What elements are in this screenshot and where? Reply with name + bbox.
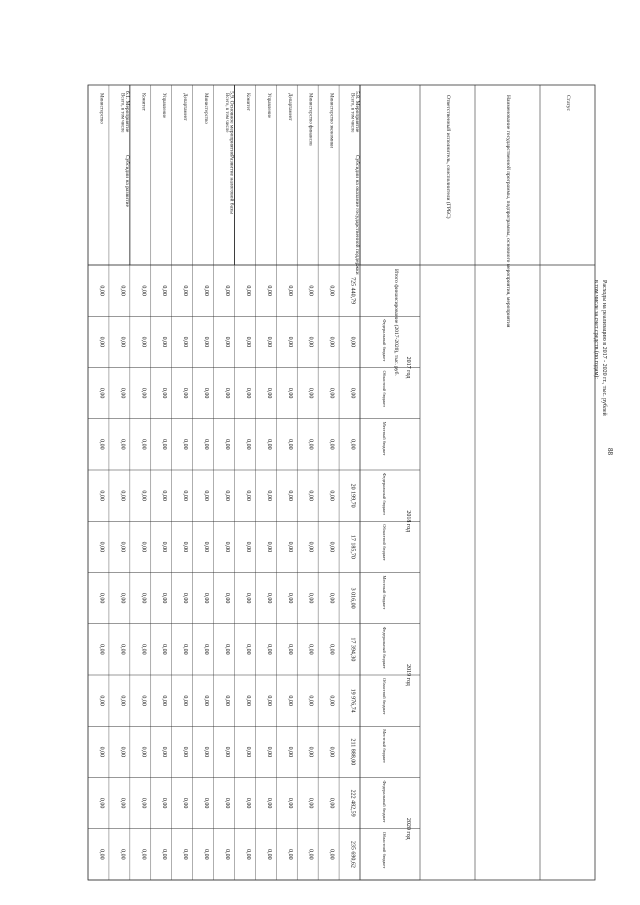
table-cell-value: 0,00: [286, 336, 293, 348]
funding-source-label: Федеральный бюджет: [382, 626, 387, 669]
table-cell-value: 0,00: [161, 541, 168, 553]
table-cell-value: 0,00: [203, 849, 210, 860]
table-cell-value: 0,00: [140, 849, 147, 860]
table-cell-value: 0,00: [98, 439, 105, 450]
table-cell-value: 0,00: [224, 336, 230, 348]
table-cell-value: 0,00: [265, 439, 272, 450]
table-cell-value: 0,00: [328, 746, 335, 758]
table-cell-value: 0,00: [119, 490, 126, 501]
table-cell-value: 0,00: [203, 797, 210, 809]
table-cell-value: 0,00: [244, 439, 251, 450]
funding-source-label: Областной бюджет: [382, 678, 387, 715]
table-cell-value: 0,00: [328, 797, 335, 809]
row-executor-label: Всего, в том числе: [349, 93, 355, 133]
table-cell-value: 0,00: [224, 541, 230, 553]
table-cell-value: 0,00: [182, 387, 189, 399]
table-cell-value: 0,00: [286, 849, 293, 860]
table-cell-value: 0,00: [286, 541, 293, 553]
funding-source-label: Местный бюджет: [382, 575, 387, 610]
table-cell-value: 0,00: [182, 336, 189, 348]
table-cell-value: 0,00: [244, 849, 251, 860]
row-executor-label: Департамент: [182, 93, 188, 121]
table-cell-value: 0,00: [98, 336, 105, 348]
table-cell-value: 0,00: [224, 644, 230, 655]
table-cell-value: 0,00: [140, 285, 147, 296]
table-cell-value: 0,00: [203, 592, 210, 604]
table-cell-value: 0,00: [182, 592, 189, 604]
table-cell-value: 0,00: [265, 336, 272, 348]
table-cell-value: 0,00: [161, 592, 168, 604]
funding-source-label: Областной бюджет: [382, 831, 387, 869]
funding-source-label: Федеральный бюджет: [382, 319, 387, 362]
table-cell-value: 0,00: [182, 541, 189, 553]
row-status-label: 5.9. Основное мероприятие: [228, 91, 235, 156]
table-cell-value: 0,00: [203, 695, 210, 706]
table-cell-value: 0,00: [98, 490, 105, 501]
year-header-label: 2017 год: [405, 356, 411, 379]
table-cell-value: 0,00: [307, 849, 314, 860]
table-cell-value: 0,00: [161, 746, 168, 758]
table-cell-value: 0,00: [286, 285, 293, 296]
table-cell-value: 0,00: [244, 797, 251, 809]
table-cell-value: 0,00: [224, 387, 230, 399]
row-executor-label: Департамент: [286, 93, 292, 121]
table-cell-value: 0,00: [328, 695, 335, 706]
table-cell-value: 0,00: [244, 285, 251, 296]
table-cell-value: 0,00: [328, 439, 335, 450]
page-number: 88: [606, 448, 614, 455]
funding-source-label: Федеральный бюджет: [382, 473, 387, 516]
table-cell-value: 0,00: [203, 285, 210, 296]
funding-source-label: Местный бюджет: [382, 729, 387, 763]
table-cell-value: 0,00: [286, 644, 293, 655]
table-cell-value: 0,00: [119, 387, 126, 399]
table-cell-value: 0,00: [98, 541, 105, 553]
table-cell-value: 0,00: [98, 849, 105, 860]
row-program-label: Развитие налоговой базы: [228, 155, 235, 214]
table-cell-value: 0,00: [119, 336, 126, 348]
table-cell-value: 0,00: [286, 490, 293, 501]
table-cell-value: 0,00: [244, 387, 251, 399]
table-cell-value: 3 016,00: [349, 587, 356, 609]
year-header-label: 2019 год: [405, 664, 411, 686]
table-cell-value: 0,00: [328, 644, 335, 655]
table-cell-value: 0,00: [119, 695, 126, 706]
caption-line-1: Расходы на реализацию в 2017 - 2020 гг., тыс. рублей: [601, 280, 607, 416]
table-cell-value: 0,00: [119, 541, 126, 553]
table-cell-value: 0,00: [349, 439, 356, 450]
table-cell-value: 0,00: [203, 439, 210, 450]
table-cell-value: 0,00: [161, 336, 168, 348]
table-cell-value: 0,00: [161, 387, 168, 399]
table-cell-value: 0,00: [244, 336, 251, 348]
table-cell-value: 0,00: [265, 849, 272, 860]
table-cell-value: 0,00: [307, 592, 314, 604]
table-cell-value: 0,00: [307, 695, 314, 706]
table-cell-value: 0,00: [161, 439, 168, 450]
table-cell-value: 0,00: [265, 541, 272, 553]
row-executor-label: Министерство: [203, 93, 209, 124]
caption-line-2: в том числе за счет средств (по годам):: [593, 280, 599, 379]
table-cell-value: 0,00: [140, 490, 147, 501]
table-cell-value: 17 394,30: [349, 637, 356, 662]
table-cell-value: 0,00: [286, 439, 293, 450]
table-cell-value: 0,00: [203, 746, 210, 758]
row-executor-label: Министерство экономики: [328, 93, 334, 148]
table-cell-value: 725 440,79: [349, 277, 356, 305]
table-cell-value: 0,00: [182, 797, 189, 809]
funding-source-label: Областной бюджет: [382, 524, 387, 561]
table-cell-value: 0,00: [328, 387, 335, 399]
row-program-label: Субсидии на оказание государственной поддержки: [354, 155, 360, 275]
table-cell-value: 0,00: [328, 336, 335, 348]
table-cell-value: 19 976,74: [349, 688, 356, 713]
table-cell-value: 0,00: [119, 746, 126, 758]
table-cell-value: 0,00: [182, 285, 189, 296]
table-cell-value: 0,00: [224, 849, 230, 860]
table-cell-value: 0,00: [224, 439, 230, 450]
table-cell-value: 0,00: [244, 541, 251, 553]
table-frame: [88, 85, 595, 880]
table-cell-value: 0,00: [307, 797, 314, 809]
table-cell-value: 17 185,70: [349, 534, 356, 559]
year-header-label: 2018 год: [405, 510, 411, 533]
row-executor-label: Комитет: [140, 93, 146, 111]
table-cell-value: 0,00: [349, 387, 356, 399]
table-cell-value: 0,00: [265, 490, 272, 501]
table-cell-value: 0,00: [98, 592, 105, 604]
table-cell-value: 0,00: [119, 644, 126, 655]
row-program-label: Субсидии на развитие: [123, 155, 130, 207]
table-cell-value: 0,00: [328, 490, 335, 501]
table-cell-value: 222 482,59: [349, 789, 356, 817]
table-cell-value: 0,00: [286, 695, 293, 706]
table-cell-value: 0,00: [182, 849, 189, 860]
table-cell-value: 0,00: [203, 336, 210, 348]
table-cell-value: 20 199,70: [349, 483, 356, 508]
table-cell-value: 0,00: [140, 439, 147, 450]
table-cell-value: 0,00: [203, 644, 210, 655]
table-cell-value: 0,00: [307, 387, 314, 399]
table-cell-value: 0,00: [182, 746, 189, 758]
table-cell-value: 0,00: [98, 746, 105, 758]
table-cell-value: 0,00: [265, 746, 272, 758]
table-cell-value: 0,00: [98, 285, 105, 296]
table-cell-value: 0,00: [140, 797, 147, 809]
table-cell-value: 0,00: [119, 849, 126, 860]
row-executor-label: Управление: [265, 93, 271, 119]
table-cell-value: 0,00: [140, 746, 147, 758]
table-cell-value: 0,00: [224, 592, 230, 604]
table-cell-value: 0,00: [224, 746, 230, 758]
table-cell-value: 0,00: [328, 285, 335, 296]
table-cell-value: 0,00: [140, 592, 147, 604]
table-cell-value: 0,00: [119, 285, 126, 296]
table-cell-value: 0,00: [98, 695, 105, 706]
table-cell-value: 0,00: [140, 336, 147, 348]
table-cell-value: 0,00: [307, 439, 314, 450]
table-cell-value: 0,00: [307, 336, 314, 348]
table-cell-value: 0,00: [161, 849, 168, 860]
row-status-label: 6.1. Мероприятие: [123, 91, 130, 133]
table-cell-value: 0,00: [161, 285, 168, 296]
funding-source-label: Областной бюджет: [382, 370, 387, 408]
table-cell-value: 0,00: [244, 695, 251, 706]
table-cell-value: 0,00: [140, 644, 147, 655]
table-cell-value: 0,00: [244, 592, 251, 604]
table-cell-value: 0,00: [307, 541, 314, 553]
table-cell-value: 235 690,62: [349, 840, 356, 868]
table-cell-value: 0,00: [224, 797, 230, 809]
table-cell-value: 0,00: [307, 490, 314, 501]
table-cell-value: 0,00: [182, 695, 189, 706]
table-cell-value: 0,00: [286, 387, 293, 399]
table-cell-value: 0,00: [161, 797, 168, 809]
table-cell-value: 0,00: [265, 695, 272, 706]
table-cell-value: 0,00: [203, 541, 210, 553]
row-executor-label: Управление: [161, 93, 167, 119]
column-header-label: Наименование государственной программы, подпрограммы, основного мероприятия, мероприятия: [505, 95, 511, 328]
table-cell-value: 0,00: [161, 695, 168, 706]
row-executor-label: Министерство финансов: [307, 93, 313, 146]
table-cell-value: 0,00: [140, 695, 147, 706]
table-cell-value: 0,00: [307, 644, 314, 655]
table-cell-value: 0,00: [140, 541, 147, 553]
table-cell-value: 0,00: [161, 644, 168, 655]
table-cell-value: 0,00: [328, 849, 335, 860]
table-cell-value: 0,00: [119, 592, 126, 604]
table-cell-value: 0,00: [265, 644, 272, 655]
table-cell-value: 0,00: [203, 387, 210, 399]
table-cell-value: 0,00: [286, 592, 293, 604]
table-cell-value: 0,00: [182, 439, 189, 450]
table-cell-value: 0,00: [265, 387, 272, 399]
table-cell-value: 0,00: [119, 439, 126, 450]
table-cell-value: 0,00: [265, 285, 272, 296]
table-cell-value: 0,00: [224, 490, 230, 501]
table-cell-value: 0,00: [349, 336, 356, 348]
table-cell-value: 0,00: [161, 490, 168, 501]
table-cell-value: 0,00: [140, 387, 147, 399]
table-cell-value: 0,00: [244, 490, 251, 501]
table-cell-value: 0,00: [119, 797, 126, 809]
table-cell-value: 211 888,00: [349, 738, 356, 766]
funding-source-label: Местный бюджет: [382, 421, 387, 456]
table-cell-value: 0,00: [265, 592, 272, 604]
table-cell-value: 0,00: [307, 746, 314, 758]
table-cell-value: 0,00: [265, 797, 272, 809]
table-cell-value: 0,00: [328, 541, 335, 553]
table-cell-value: 0,00: [182, 490, 189, 501]
table-cell-value: 0,00: [307, 285, 314, 296]
table-cell-value: 0,00: [244, 746, 251, 758]
row-status-label: 5.8. Мероприятие: [354, 91, 360, 133]
table-cell-value: 0,00: [286, 746, 293, 758]
column-header-label: Итого финансирование (2017-2020), тыс. руб.: [393, 269, 399, 376]
table-cell-value: 0,00: [244, 644, 251, 655]
table-cell-value: 0,00: [98, 387, 105, 399]
table-cell-value: 0,00: [98, 797, 105, 809]
table-cell-value: 0,00: [328, 592, 335, 604]
year-header-label: 2020 год: [405, 817, 411, 840]
row-executor-label: Всего, в том числе: [224, 93, 229, 133]
table-cell-value: 0,00: [224, 695, 230, 706]
table-cell-value: 0,00: [182, 644, 189, 655]
table-cell-value: 0,00: [224, 285, 230, 296]
column-header-label: Статус: [565, 95, 571, 111]
funding-source-label: Федеральный бюджет: [382, 780, 387, 823]
table-cell-value: 0,00: [286, 797, 293, 809]
row-executor-label: Комитет: [244, 93, 250, 111]
column-header-label: Ответственный исполнитель, соисполнители (ГРБС): [445, 95, 451, 219]
row-executor-label: Всего, в том числе: [119, 93, 125, 133]
table-cell-value: 0,00: [203, 490, 210, 501]
row-executor-label: Министерство: [98, 93, 104, 124]
table-cell-value: 0,00: [98, 644, 105, 655]
